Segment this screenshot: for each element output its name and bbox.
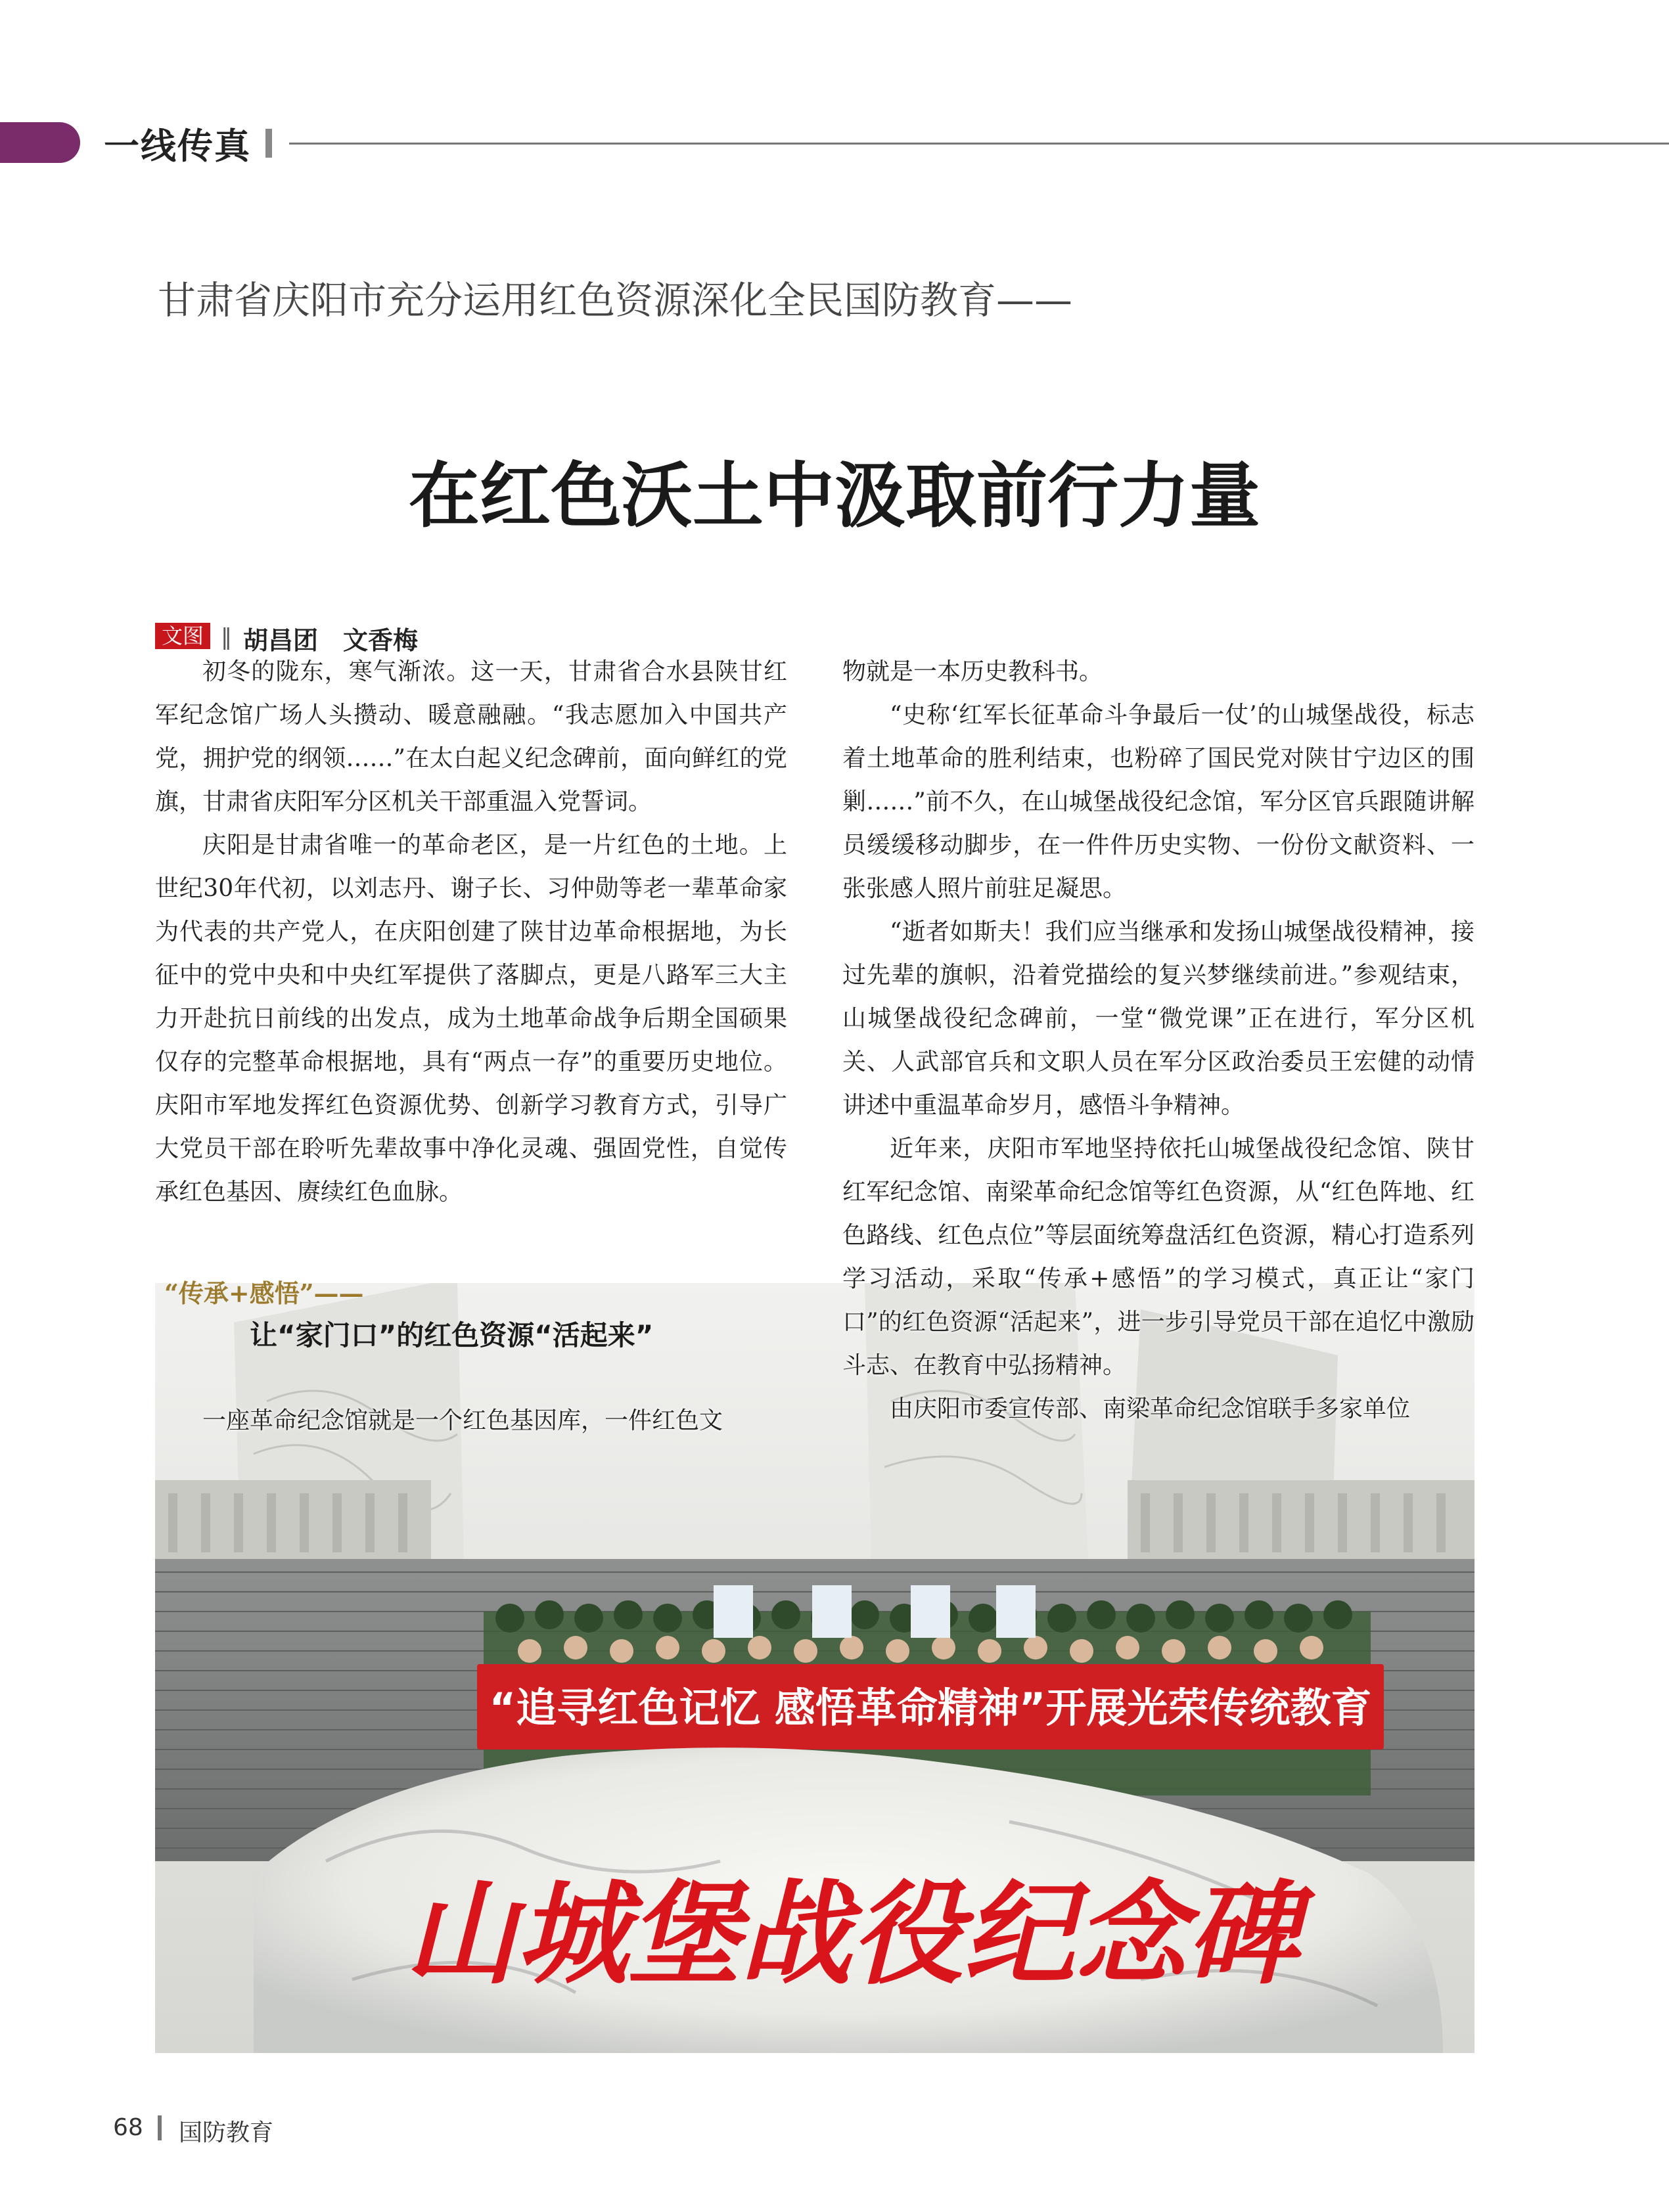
section-heading: 让“家门口”的红色资源“活起来” (250, 1319, 654, 1351)
paragraph: “史称‘红军长征革命斗争最后一仗’的山城堡战役，标志着土地革命的胜利结束，也粉碎了国民党对陕甘宁边区的围剿……”前不久，在山城堡战役纪念馆，军分区官兵跟随讲解员缓缓移动脚步，在一件件历史实物、一份份文献资料、一张张感人照片前驻足凝思。 (842, 702, 1475, 902)
paragraph: 近年来，庆阳市军地坚持依托山城堡战役纪念馆、陕甘红军纪念馆、南梁革命纪念馆等红色资源，从“红色阵地、红色路线、红色点位”等层面统筹盘活红色资源，精心打造系列学习活动，采取“传承+感悟”的学习模式，真正让“家门口”的红色资源“活起来”，进一步引导党员干部在追忆中激励斗志、在教育中弘扬精神。 (842, 1135, 1475, 1379)
left-column (155, 650, 787, 1214)
monument-inscription: 山城堡战役纪念碑 (404, 1868, 1299, 2000)
magazine-name: 国防教育 (179, 2119, 274, 2146)
paragraph: “逝者如斯夫！我们应当继承和发扬山城堡战役精神，接过先辈的旗帜，沿着党描绘的复兴梦继续前进。”参观结束，山城堡战役纪念碑前，一堂“微党课”正在进行，军分区机关、人武部官兵和文职人员在军分区政治委员王宏健的动情讲述中重温革命岁月，感悟斗争精神。 (842, 918, 1475, 1119)
article-title: 在红色沃土中汲取前行力量 (408, 455, 1260, 537)
paragraph: 一座革命纪念馆就是一个红色基因库，一件红色文 (202, 1407, 723, 1434)
banner-text: “追寻红色记忆 感悟革命精神”开展光荣传统教育 (489, 1684, 1372, 1732)
byline-separator: ‖ (221, 624, 232, 650)
section-label: 一线传真 (104, 125, 251, 167)
section-divider (265, 129, 272, 158)
paragraph-continuation: 物就是一本历史教科书。 (842, 658, 1103, 685)
section-tab-marker (0, 122, 80, 163)
page-number: 68 (113, 2114, 143, 2141)
paragraph: 庆阳是甘肃省唯一的革命老区，是一片红色的土地。上世纪30年代初，以刘志丹、谢子长、习仲勋等老一辈革命家为代表的共产党人，在庆阳创建了陕甘边革命根据地，为长征中的党中央和中央红军提供了落脚点，更是八路军三大主力开赴抗日前线的出发点，成为土地革命战争后期全国硕果仅存的完整革命根据地，具有“两点一存”的重要历史地位。庆阳市军地发挥红色资源优势、创新学习教育方式，引导广大党员干部在聆听先辈故事中净化灵魂、强固党性，自觉传承红色基因、赓续红色血脉。 (155, 832, 787, 1206)
footer-divider (158, 2115, 162, 2140)
left-column-bottom (155, 1399, 787, 1443)
paragraph: 由庆阳市委宣传部、南梁革命纪念馆联手多家单位 (890, 1395, 1411, 1422)
article-kicker: 甘肃省庆阳市充分运用红色资源深化全民国防教育—— (158, 278, 1073, 323)
section-kicker: “传承+感悟”—— (164, 1278, 364, 1308)
byline-authors: 胡昌团 文香梅 (243, 626, 419, 655)
right-column (842, 650, 1475, 1431)
red-banner (477, 1664, 1384, 1749)
paragraph: 初冬的陇东，寒气渐浓。这一天，甘肃省合水县陕甘红军纪念馆广场人头攒动、暖意融融。“我志愿加入中国共产党，拥护党的纲领……”在太白起义纪念碑前，面向鲜红的党旗，甘肃省庆阳军分区机关干部重温入党誓词。 (155, 658, 787, 815)
header-rule (289, 143, 1669, 145)
byline-tag: 文图 (155, 623, 210, 649)
